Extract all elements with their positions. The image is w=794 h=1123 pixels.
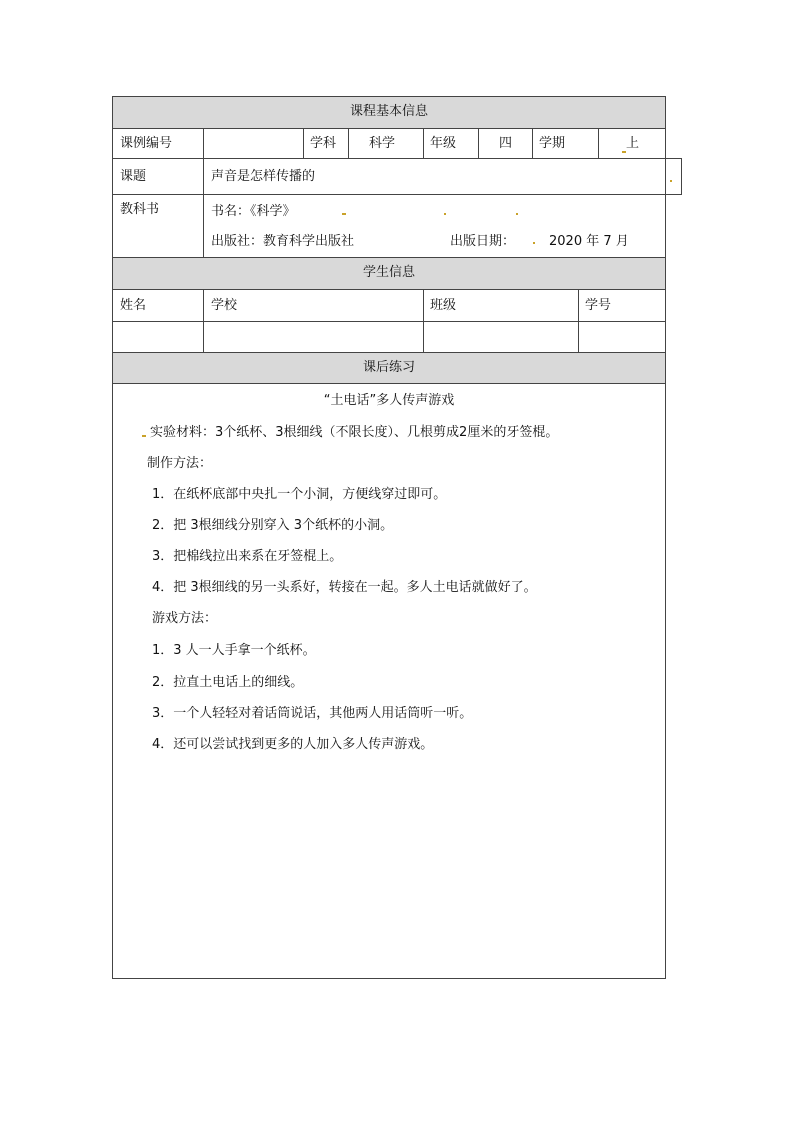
materials: 实验材料：3个纸杯、3根细线（不限长度）、几根剪成2厘米的牙签棍。 bbox=[150, 425, 559, 440]
border-right bbox=[665, 96, 666, 979]
case-no-label: 课例编号 bbox=[120, 136, 173, 151]
rule bbox=[423, 128, 424, 158]
publish-date-value: 2020 年 7 月 bbox=[549, 234, 629, 249]
game-step-3: 3．一个人轻轻对着话筒说话，其他两人用话筒听一听。 bbox=[152, 706, 473, 721]
lesson-sheet bbox=[112, 96, 666, 979]
column-name: 姓名 bbox=[120, 298, 147, 313]
rule bbox=[532, 128, 533, 158]
subject-value: 科学 bbox=[369, 136, 396, 151]
method-step-2: 2．把 3根细线分别穿入 3个纸杯的小洞。 bbox=[152, 518, 394, 533]
rule bbox=[203, 289, 204, 352]
column-student-id: 学号 bbox=[585, 298, 612, 313]
decorative-mark bbox=[622, 151, 626, 153]
practice-title: “土电话”多人传声游戏 bbox=[323, 393, 455, 408]
publish-date-label: 出版日期： bbox=[450, 234, 516, 249]
rule bbox=[578, 289, 579, 352]
topic-row-top-extension bbox=[666, 158, 682, 159]
rule bbox=[598, 128, 599, 158]
border-top bbox=[112, 96, 666, 97]
decorative-mark bbox=[142, 435, 146, 437]
textbook-label: 教科书 bbox=[120, 202, 160, 217]
rule bbox=[112, 321, 666, 322]
book-name: 书名：《科学》 bbox=[211, 204, 296, 219]
subject-label: 学科 bbox=[310, 136, 337, 151]
method-step-1: 1．在纸杯底部中央扎一个小洞，方便线穿过即可。 bbox=[152, 487, 447, 502]
border-left bbox=[112, 96, 113, 979]
rule bbox=[478, 128, 479, 158]
rule bbox=[112, 383, 666, 384]
student-info-header: 学生信息 bbox=[362, 265, 415, 280]
rule bbox=[112, 194, 682, 195]
publisher: 出版社：教育科学出版社 bbox=[211, 234, 355, 249]
method-step-3: 3．把棉线拉出来系在牙签棍上。 bbox=[152, 549, 343, 564]
decorative-mark bbox=[670, 180, 672, 182]
term-value: 上 bbox=[626, 136, 640, 151]
topic-row-right-extension bbox=[681, 158, 682, 195]
course-info-header: 课程基本信息 bbox=[349, 104, 428, 119]
rule bbox=[112, 128, 666, 129]
rule bbox=[112, 289, 666, 290]
decorative-mark bbox=[444, 213, 446, 215]
game-step-4: 4．还可以尝试找到更多的人加入多人传声游戏。 bbox=[152, 737, 434, 752]
decorative-mark bbox=[342, 213, 346, 215]
rule bbox=[112, 158, 666, 159]
rule bbox=[303, 128, 304, 158]
topic-value: 声音是怎样传播的 bbox=[211, 169, 316, 184]
topic-label: 课题 bbox=[120, 169, 147, 184]
rule bbox=[112, 352, 666, 353]
decorative-mark bbox=[516, 213, 518, 215]
rule bbox=[112, 257, 666, 258]
game-heading: 游戏方法： bbox=[152, 611, 218, 626]
grade-value: 四 bbox=[499, 136, 513, 151]
decorative-mark bbox=[533, 242, 535, 244]
grade-label: 年级 bbox=[430, 136, 457, 151]
practice-header: 课后练习 bbox=[362, 360, 415, 375]
column-class: 班级 bbox=[430, 298, 457, 313]
rule bbox=[203, 128, 204, 257]
term-label: 学期 bbox=[539, 136, 566, 151]
method-step-4: 4．把 3根细线的另一头系好，转接在一起。多人土电话就做好了。 bbox=[152, 580, 537, 595]
rule bbox=[423, 289, 424, 352]
method-heading: 制作方法： bbox=[147, 456, 213, 471]
game-step-2: 2．拉直土电话上的细线。 bbox=[152, 675, 304, 690]
rule bbox=[348, 128, 349, 158]
border-bottom bbox=[112, 978, 666, 979]
column-school: 学校 bbox=[211, 298, 238, 313]
game-step-1: 1．3 人一人手拿一个纸杯。 bbox=[152, 643, 316, 658]
